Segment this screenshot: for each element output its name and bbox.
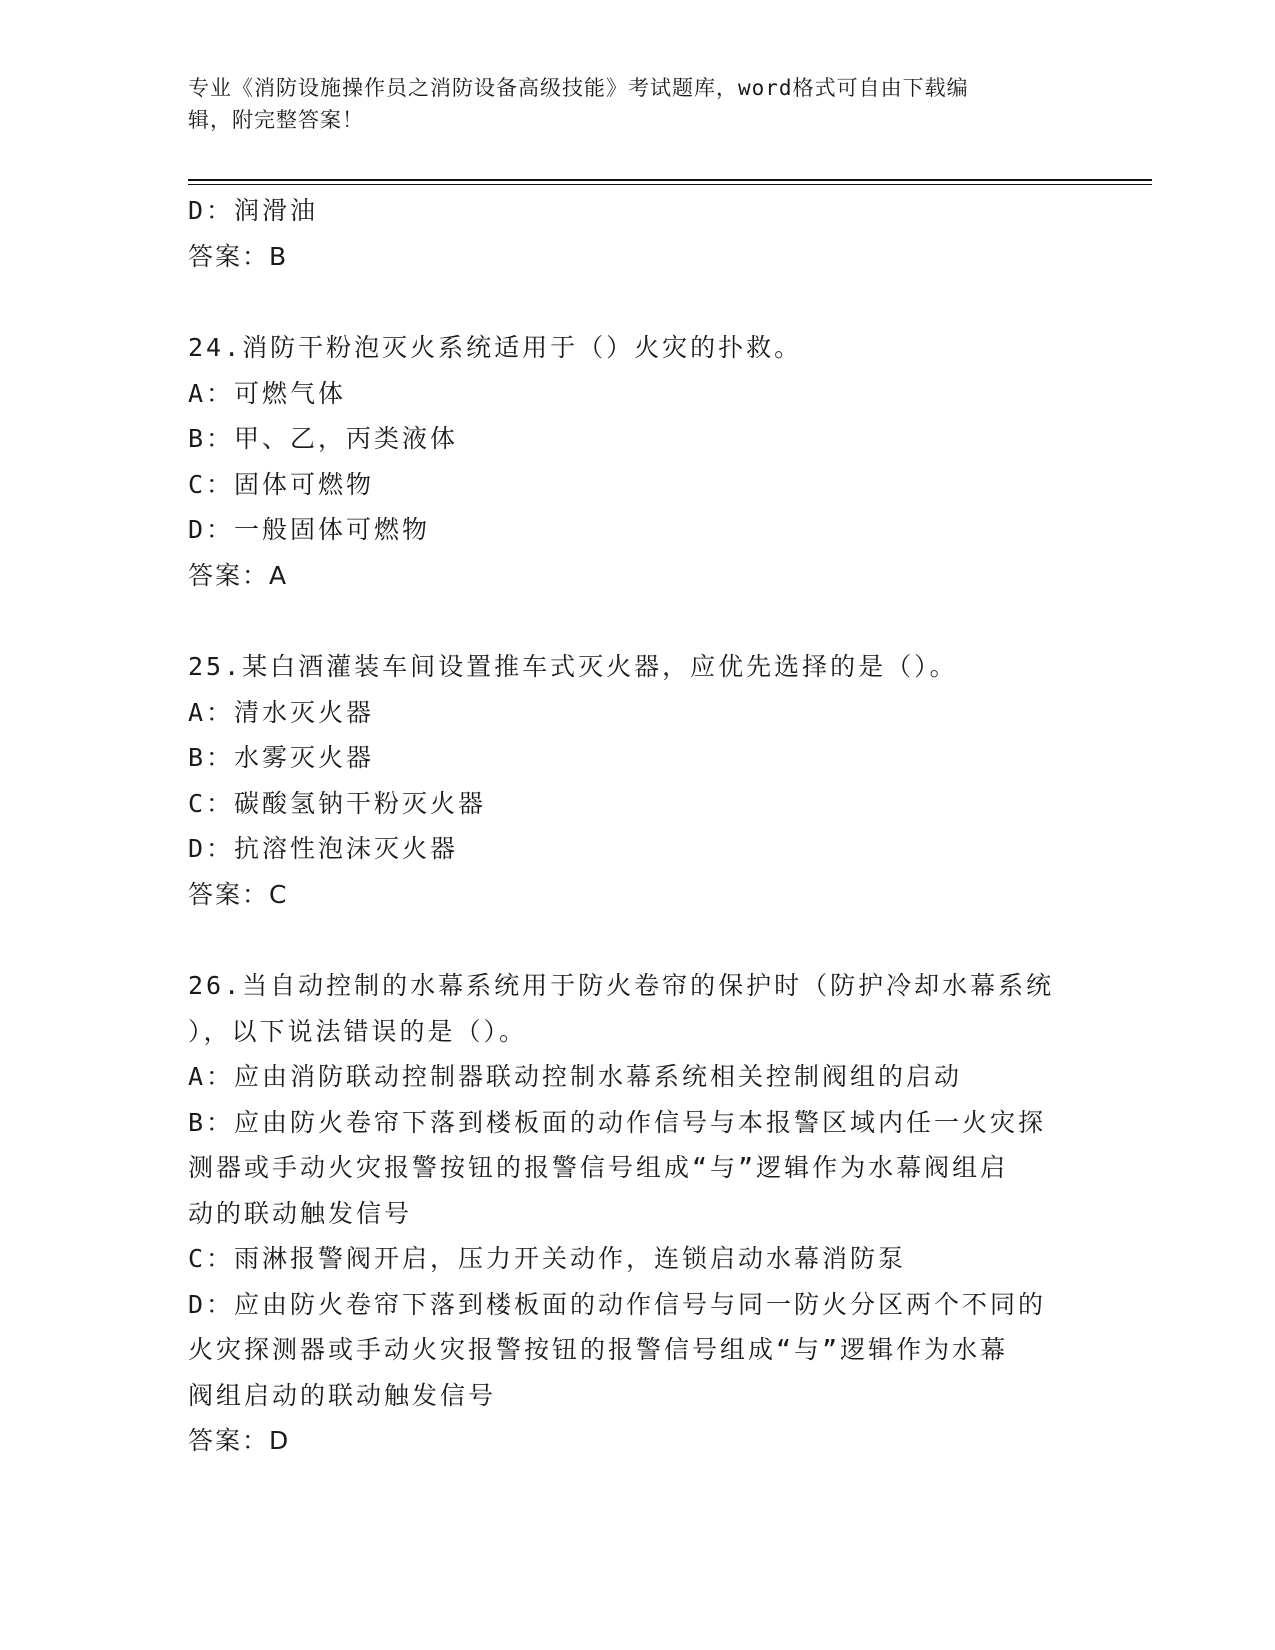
option-c: C：雨淋报警阀开启，压力开关动作，连锁启动水幕消防泵: [188, 1244, 907, 1273]
option-b: B：水雾灭火器: [188, 743, 375, 772]
option-b-line-3: 动的联动触发信号: [188, 1198, 413, 1228]
question-text: 25.某白酒灌装车间设置推车式灭火器，应优先选择的是（）。: [188, 652, 958, 681]
option-d-line-3: 阀组启动的联动触发信号: [188, 1380, 497, 1410]
answer-line: 答案：A: [188, 560, 289, 590]
answer-line: 答案：D: [188, 1426, 291, 1455]
option-c: C：固体可燃物: [188, 469, 375, 499]
option-d: D：抗溶性泡沫灭火器: [188, 834, 459, 863]
option-b-line-1: B：应由防火卷帘下落到楼板面的动作信号与本报警区域内任一火灾探: [188, 1107, 1047, 1137]
option-b: B：甲、乙，丙类液体: [188, 424, 459, 453]
option-a: A：可燃气体: [188, 378, 347, 408]
option-d: D：润滑油: [188, 196, 319, 225]
previous-question-tail: [188, 188, 1088, 279]
answer-line: 答案：C: [188, 879, 289, 909]
question-24: [188, 325, 1088, 598]
option-c: C：碳酸氢钠干粉灭火器: [188, 788, 487, 818]
header-divider-thin: [188, 184, 1152, 185]
option-d: D：一般固体可燃物: [188, 515, 431, 544]
question-text-line-1: 26.当自动控制的水幕系统用于防火卷帘的保护时（防护冷却水幕系统: [188, 971, 1055, 1000]
question-text-line-2: ），以下说法错误的是（）。: [188, 1016, 528, 1046]
document-header: [188, 72, 1088, 136]
question-25: [188, 644, 1088, 917]
option-b-line-2: 测器或手动火灾报警按钮的报警信号组成“与”逻辑作为水幕阀组启: [188, 1153, 1009, 1182]
question-text: 24.消防干粉泡灭火系统适用于（）火灾的扑救。: [188, 333, 803, 362]
header-divider-thick: [188, 179, 1152, 181]
question-26: [188, 963, 1088, 1464]
option-d-line-2: 火灾探测器或手动火灾报警按钮的报警信号组成“与”逻辑作为水幕: [188, 1335, 1009, 1364]
option-d-line-1: D：应由防火卷帘下落到楼板面的动作信号与同一防火分区两个不同的: [188, 1289, 1047, 1319]
question-content: [188, 188, 1088, 1464]
option-a: A：应由消防联动控制器联动控制水幕系统相关控制阀组的启动: [188, 1062, 963, 1091]
answer-line: 答案：B: [188, 241, 289, 271]
spacer: [188, 279, 1088, 325]
spacer: [188, 598, 1088, 644]
header-line-1: 专业《消防设施操作员之消防设备高级技能》考试题库，word格式可自由下载编: [188, 76, 969, 100]
header-line-2: 辑，附完整答案！: [188, 108, 364, 132]
option-a: A：清水灭火器: [188, 697, 375, 727]
spacer: [188, 917, 1088, 963]
